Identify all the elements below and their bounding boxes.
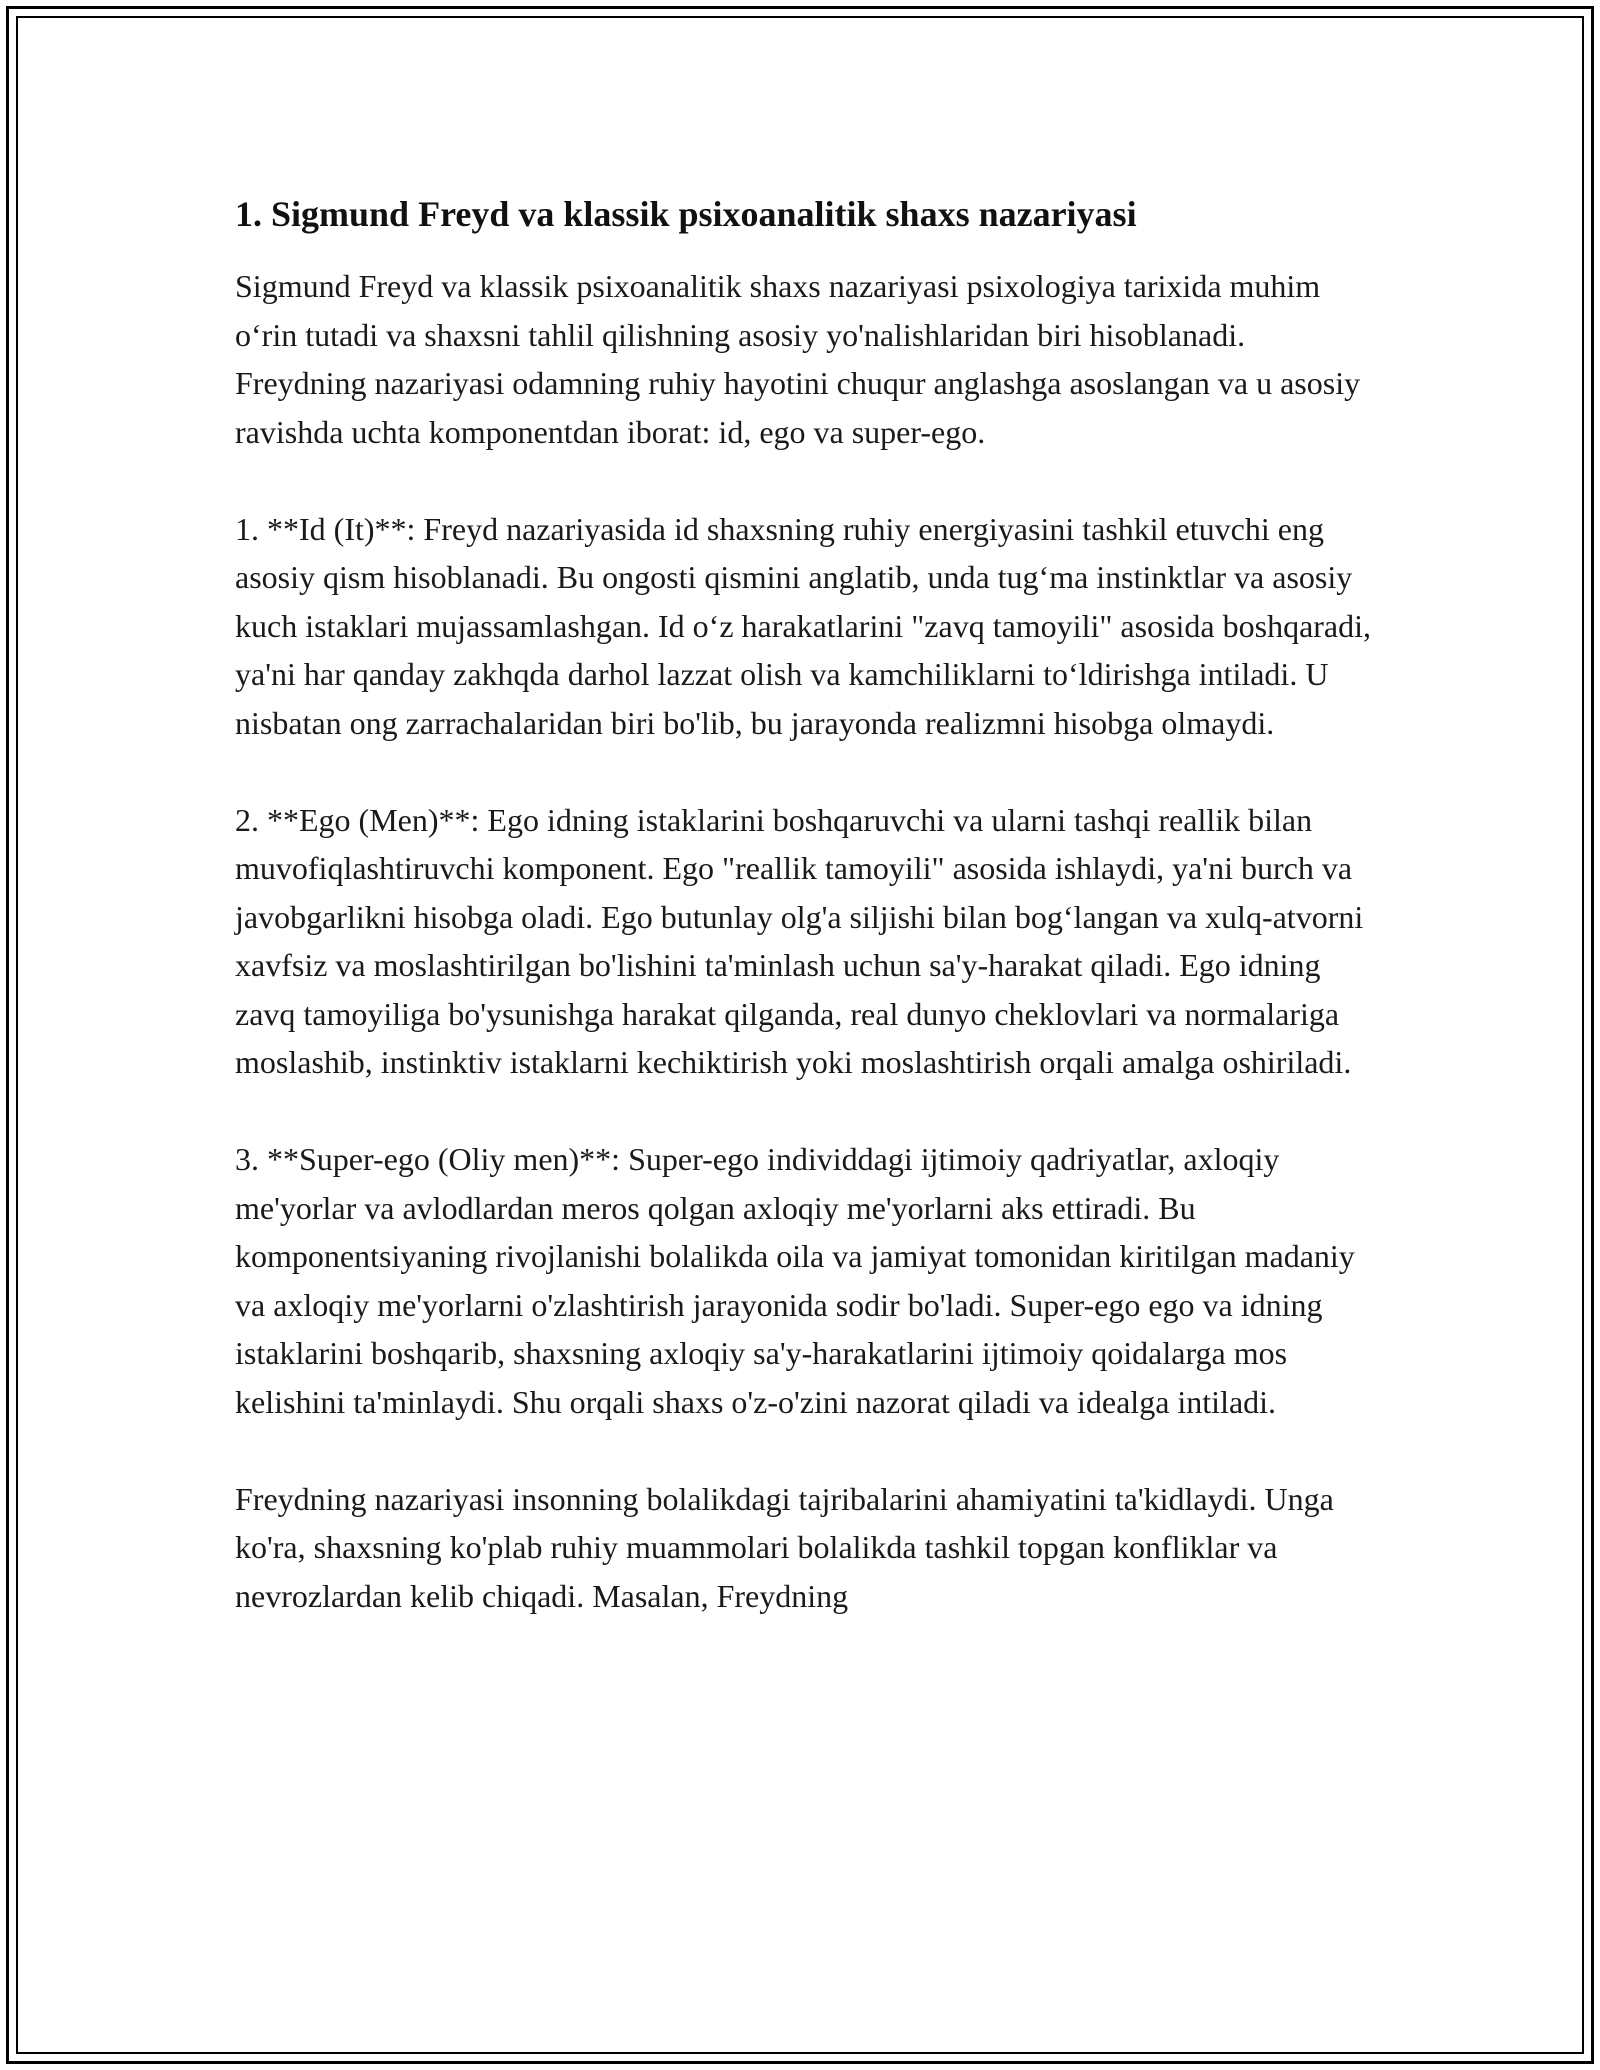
ego-paragraph: 2. **Ego (Men)**: Ego idning istaklarini boshqaruvchi va ularni tashqi reallik bilan muvofiqlashtiruvchi komponent. Ego "reallik tamoyili" asosida ishlaydi, ya'ni burch va javobgarlikni hisobga oladi. Ego butunlay olg'a siljishi bilan bog‘langan va xulq-atvorni xavfsiz va moslashtirilgan bo'lishini ta'minlash uchun sa'y-harakat qiladi. Ego idning zavq tamoyiliga bo'ysunishga harakat qilganda, real dunyo cheklovlari va normalariga moslashib, instinktiv istaklarni kechiktirish yoki moslashtirish orqali amalga oshiriladi. — [235, 801, 1364, 1080]
childhood-paragraph: Freydning nazariyasi insonning bolalikdagi tajribalarini ahamiyatini ta'kidlaydi. Unga ko'ra, shaxsning ko'plab ruhiy muammolari bolalikda tashkil topgan konfliklar va nevrozlardan kelib chiqadi. Masalan, Freydning — [235, 1480, 1334, 1614]
intro-paragraph: Sigmund Freyd va klassik psixoanalitik shaxs nazariyasi psixologiya tarixida muhim o‘rin tutadi va shaxsni tahlil qilishning asosiy yo'nalishlaridan biri hisoblanadi. Freydning nazariyasi odamning ruhiy hayotini chuqur anglashga asoslangan va u asosiy ravishda uchta komponentdan iborat: id, ego va super-ego. — [235, 268, 1361, 450]
super-ego-paragraph: 3. **Super-ego (Oliy men)**: Super-ego individdagi ijtimoiy qadriyatlar, axloqiy me'yorlar va avlodlardan meros qolgan axloqiy me'yorlarni aks ettiradi. Bu komponentsiyaning rivojlanishi bolalikda oila va jamiyat tomonidan kiritilgan madaniy va axloqiy me'yorlarni o'zlashtirish jarayonida sodir bo'ladi. Super-ego ego va idning istaklarini boshqarib, shaxsning axloqiy sa'y-harakatlarini ijtimoiy qoidalarga mos kelishini ta'minlaydi. Shu orqali shaxs o'z-o'zini nazorat qiladi va idealga intiladi. — [235, 1141, 1355, 1420]
id-paragraph: 1. **Id (It)**: Freyd nazariyasida id shaxsning ruhiy energiyasini tashkil etuvchi eng asosiy qism hisoblanadi. Bu ongosti qismini anglatib, unda tug‘ma instinktlar va asosiy kuch istaklari mujassamlashgan. Id o‘z harakatlarini "zavq tamoyili" asosida boshqaradi, ya'ni har qanday zakhqda darhol lazzat olish va kamchiliklarni to‘ldirishga intiladi. U nisbatan ong zarrachalaridan biri bo'lib, bu jarayonda realizmni hisobga olmaydi. — [235, 510, 1372, 741]
section-heading: 1. Sigmund Freyd va klassik psixoanalitik shaxs nazariyasi — [235, 194, 1137, 234]
document-body — [235, 190, 1375, 1669]
